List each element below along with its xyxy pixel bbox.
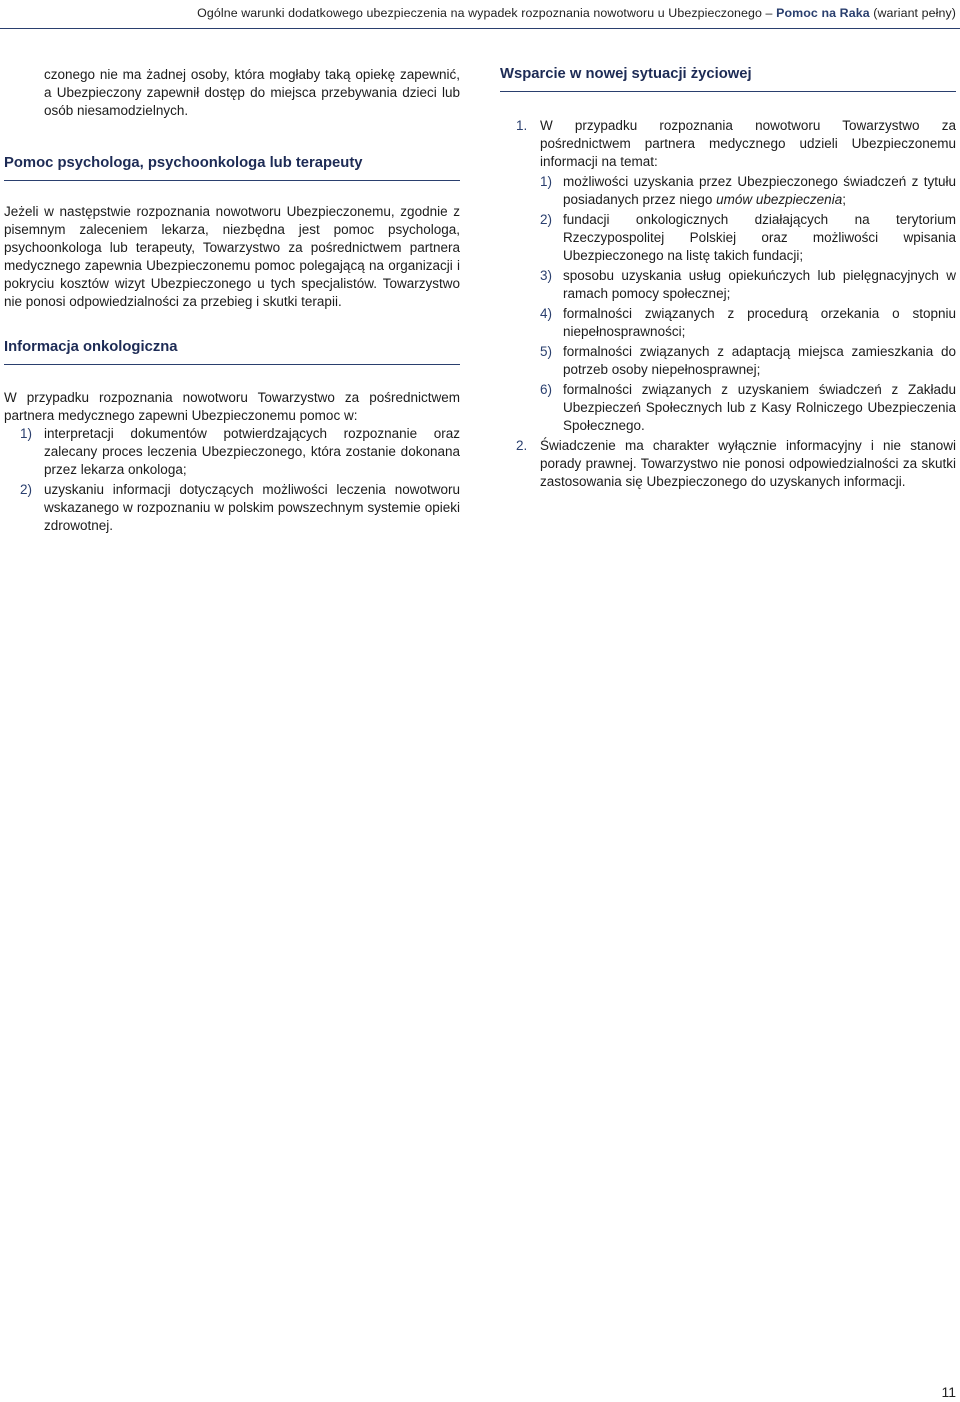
sub-list-item [540, 267, 956, 303]
sub-list-marker: 6) [540, 382, 553, 397]
right-column [500, 66, 956, 493]
sub-list-marker: 3) [540, 268, 553, 283]
numbered-item [500, 437, 956, 491]
sub-list-text: możliwości uzyskania przez Ubezpieczonego świadczeń z tytułu posiadanych przez niego [563, 174, 956, 207]
variant-label: (wariant pełny) [873, 6, 956, 20]
sub-list-text: formalności związanych z adaptacją miejsca zamieszkania do potrzeb osoby niepełnosprawnej; [563, 344, 956, 377]
section-heading-life-support: Wsparcie w nowej sytuacji życiowej [500, 66, 956, 92]
continuation-paragraph: czonego nie ma żadnej osoby, która mogłaby taką opiekę zapewnić, a Ubezpieczony zapewnił dostęp do miejsca przebywania dzieci lub osób niesamodzielnych. [44, 67, 460, 118]
numbered-item-text: Świadczenie ma charakter wyłącznie informacyjny i nie stanowi porady prawnej. Towarzystwo nie ponosi odpowiedzialności za skutki zastosowania się Ubezpieczonego do uzyskanych informacji. [540, 438, 956, 489]
oncology-list [4, 425, 460, 535]
left-column [4, 66, 460, 537]
list-item-text: uzyskaniu informacji dotyczących możliwości leczenia nowotworu wskazanego w rozpoznaniu w polskim powszechnym systemie opieki zdrowotnej. [44, 482, 460, 533]
list-marker: 2) [20, 482, 33, 497]
numbered-marker: 2. [516, 438, 528, 453]
sub-list-item [540, 211, 956, 265]
emphasized-term: umów ubezpieczenia [716, 192, 843, 207]
numbered-item-text: W przypadku rozpoznania nowotworu Towarzystwo za pośrednictwem partnera medycznego udzieli Ubezpieczonemu informacji na temat: [540, 118, 956, 169]
sub-list-marker: 2) [540, 212, 553, 227]
psychologist-paragraph: Jeżeli w następstwie rozpoznania nowotworu Ubezpieczonemu, zgodnie z pisemnym zaleceniem lekarza, niezbędna jest pomoc psychologa, psychoonkologa lub terapeuty, Towarzystwo za pośrednictwem partnera medycznego zapewnia Ubezpieczonemu pomoc polegającą na organizacji i pokryciu kosztów wizyt Ubezpieczonego u tych specjalistów. Towarzystwo nie ponosi odpowiedzialności za przebieg i skutki terapii. [4, 204, 460, 309]
list-item [4, 481, 460, 535]
product-name: Pomoc na Raka [776, 6, 870, 20]
running-header [0, 0, 960, 29]
sub-list-item [540, 305, 956, 341]
list-item-text: interpretacji dokumentów potwierdzających rozpoznanie oraz zalecany proces leczenia Ubezpieczonego, która zostanie dokonana przez lekarza onkologa; [44, 426, 460, 477]
support-numbered-list [500, 117, 956, 491]
page-number: 11 [941, 1384, 956, 1400]
sub-list-item [540, 343, 956, 379]
sub-list-text: formalności związanych z uzyskaniem świadczeń z Zakładu Ubezpieczeń Społecznych lub z Kasy Rolniczego Ubezpieczenia Społecznego. [563, 382, 956, 433]
document-title: Ogólne warunki dodatkowego ubezpieczenia na wypadek rozpoznania nowotworu u Ubezpieczonego – [197, 6, 773, 20]
sub-list-tail: ; [842, 192, 846, 207]
sub-list-item [540, 381, 956, 435]
list-marker: 1) [20, 426, 33, 441]
numbered-item [500, 117, 956, 435]
section-heading-psychologist: Pomoc psychologa, psychoonkologa lub terapeuty [4, 155, 460, 181]
sub-list-marker: 1) [540, 174, 553, 189]
numbered-marker: 1. [516, 118, 528, 133]
sub-list-text: fundacji onkologicznych działających na terytorium Rzeczypospolitej Polskiej oraz możliwości wpisania Ubezpieczonego na listę takich fundacji; [563, 212, 956, 263]
sub-list-item [540, 173, 956, 209]
running-header-text [197, 6, 956, 20]
support-sub-list [540, 173, 956, 435]
sub-list-marker: 5) [540, 344, 553, 359]
oncology-lead-paragraph: W przypadku rozpoznania nowotworu Towarzystwo za pośrednictwem partnera medycznego zapewni Ubezpieczonemu pomoc w: [4, 390, 460, 423]
sub-list-marker: 4) [540, 306, 553, 321]
sub-list-text: formalności związanych z procedurą orzekania o stopniu niepełnosprawności; [563, 306, 956, 339]
list-item [4, 425, 460, 479]
sub-list-text: sposobu uzyskania usług opiekuńczych lub pielęgnacyjnych w ramach pomocy społecznej; [563, 268, 956, 301]
section-heading-oncology-info: Informacja onkologiczna [4, 339, 460, 365]
